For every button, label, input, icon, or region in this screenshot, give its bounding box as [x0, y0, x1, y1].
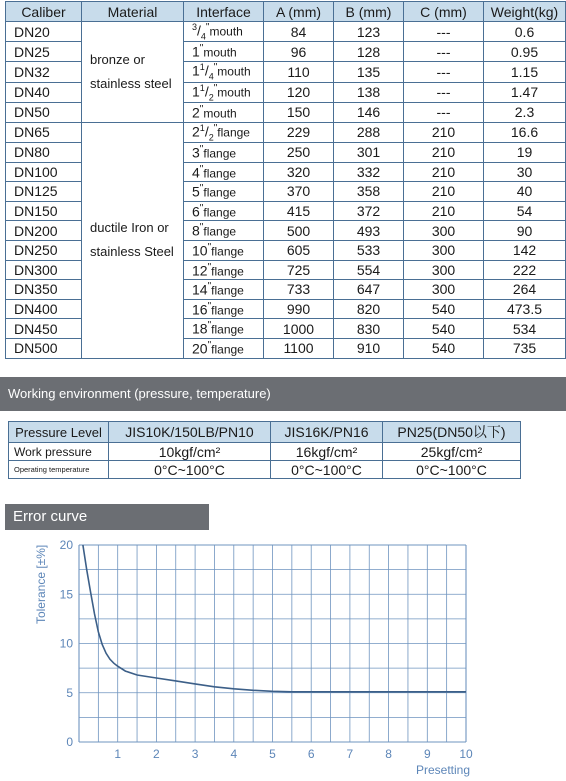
x-axis-label: Presetting — [415, 763, 470, 777]
caliber-cell: DN500 — [6, 338, 82, 358]
header-interface: Interface — [184, 2, 264, 22]
interface-fraction-numerator: 1 — [199, 122, 205, 133]
inch-mark: " — [199, 222, 204, 234]
interface-size: 8 — [192, 223, 200, 239]
x-tick-label: 3 — [191, 747, 199, 761]
interface-size: 20 — [192, 340, 208, 357]
interface-type: flange — [211, 244, 244, 259]
interface-cell — [184, 338, 264, 358]
weight-cell: 90 — [484, 221, 566, 241]
operating-temperature-value: 0°C~100°C — [383, 461, 521, 479]
interface-type: flange — [203, 146, 237, 161]
interface-type: flange — [217, 125, 250, 140]
header-caliber: Caliber — [6, 2, 82, 22]
c-mm-cell: 210 — [404, 201, 484, 221]
weight-cell: 1.15 — [484, 62, 566, 82]
operating-temperature-row — [9, 461, 521, 479]
interface-cell — [184, 82, 264, 102]
interface-size: 12 — [192, 262, 208, 279]
material-line: stainless steel — [90, 75, 172, 91]
a-mm-cell: 990 — [264, 299, 334, 319]
x-tick-label: 1 — [114, 747, 122, 761]
interface-cell — [184, 162, 264, 182]
interface-cell — [184, 143, 264, 163]
b-mm-cell: 820 — [334, 299, 404, 319]
y-tick-label: 5 — [66, 685, 73, 700]
pressure-level-label: Pressure Level — [9, 422, 109, 443]
fraction-slash: / — [204, 62, 209, 79]
header-a-mm: A (mm) — [264, 2, 334, 22]
inch-mark: " — [199, 163, 204, 175]
material-cell — [82, 22, 184, 123]
b-mm-cell: 493 — [334, 221, 404, 241]
a-mm-cell: 96 — [264, 42, 334, 62]
a-mm-cell: 84 — [264, 22, 334, 42]
c-mm-cell: --- — [404, 42, 484, 62]
material-cell — [82, 122, 184, 358]
inch-mark: " — [205, 22, 210, 33]
interface-size: 4 — [192, 164, 200, 181]
caliber-cell: DN65 — [6, 122, 82, 142]
weight-cell: 19 — [484, 143, 566, 163]
x-tick-label: 2 — [153, 747, 160, 761]
interface-cell — [184, 319, 264, 339]
b-mm-cell: 647 — [334, 280, 404, 300]
b-mm-cell: 135 — [334, 62, 404, 82]
interface-cell — [184, 42, 264, 62]
a-mm-cell: 725 — [264, 260, 334, 280]
a-mm-cell: 1000 — [264, 319, 334, 339]
caliber-cell: DN80 — [6, 143, 82, 163]
weight-cell: 54 — [484, 201, 566, 221]
a-mm-cell: 733 — [264, 280, 334, 300]
a-mm-cell: 370 — [264, 182, 334, 202]
b-mm-cell: 910 — [334, 338, 404, 358]
caliber-cell: DN20 — [6, 22, 82, 42]
c-mm-cell: 300 — [404, 280, 484, 300]
a-mm-cell: 1100 — [264, 338, 334, 358]
fraction-slash: / — [204, 83, 209, 100]
weight-cell: 142 — [484, 240, 566, 260]
caliber-cell: DN450 — [6, 319, 82, 339]
spec-row — [6, 122, 566, 142]
y-tick-label: 15 — [59, 587, 73, 602]
x-tick-label: 9 — [423, 747, 431, 761]
material-line: bronze or — [90, 51, 145, 67]
interface-type: flange — [203, 205, 237, 220]
interface-type: flange — [203, 185, 237, 200]
a-mm-cell: 229 — [264, 122, 334, 142]
pressure-header-row — [9, 422, 521, 443]
interface-fraction-numerator: 1 — [199, 62, 205, 73]
caliber-cell: DN32 — [6, 62, 82, 82]
interface-type: flange — [211, 322, 244, 337]
interface-size: 1 — [192, 62, 200, 79]
operating-temperature-value: 0°C~100°C — [271, 461, 383, 479]
work-pressure-value: 25kgf/cm² — [383, 443, 521, 461]
weight-cell: 16.6 — [484, 122, 566, 142]
specification-table — [5, 1, 566, 359]
a-mm-cell: 150 — [264, 102, 334, 122]
interface-cell — [184, 62, 264, 82]
interface-cell — [184, 182, 264, 202]
c-mm-cell: 210 — [404, 162, 484, 182]
operating-temperature-value: 0°C~100°C — [109, 461, 271, 479]
caliber-cell: DN200 — [6, 221, 82, 241]
material-line: stainless Steel — [90, 244, 174, 260]
weight-cell: 264 — [484, 280, 566, 300]
operating-temperature-label: Operating temperature — [9, 461, 109, 479]
pressure-table — [8, 421, 521, 479]
b-mm-cell: 358 — [334, 182, 404, 202]
interface-type: flange — [211, 303, 244, 318]
inch-mark: " — [199, 202, 204, 214]
interface-type: mouth — [203, 46, 237, 61]
work-pressure-row — [9, 443, 521, 461]
interface-size: 14 — [192, 281, 208, 298]
c-mm-cell: 300 — [404, 260, 484, 280]
c-mm-cell: --- — [404, 62, 484, 82]
interface-type: mouth — [209, 24, 243, 39]
weight-cell: 30 — [484, 162, 566, 182]
y-tick-label: 0 — [66, 735, 73, 749]
c-mm-cell: 300 — [404, 221, 484, 241]
weight-cell: 735 — [484, 338, 566, 358]
caliber-cell: DN50 — [6, 102, 82, 122]
weight-cell: 2.3 — [484, 102, 566, 122]
inch-mark: " — [207, 320, 212, 332]
b-mm-cell: 554 — [334, 260, 404, 280]
c-mm-cell: 300 — [404, 240, 484, 260]
x-tick-label: 7 — [346, 747, 354, 761]
interface-size: 10 — [192, 242, 208, 259]
weight-cell: 222 — [484, 260, 566, 280]
header-weight: Weight(kg) — [484, 2, 566, 22]
interface-cell — [184, 102, 264, 122]
x-tick-label: 4 — [230, 747, 238, 761]
interface-fraction-denominator: 4 — [200, 31, 206, 42]
x-tick-label: 8 — [385, 747, 392, 761]
interface-fraction-numerator: 3 — [192, 22, 198, 32]
fraction-slash: / — [197, 22, 201, 39]
header-c-mm: C (mm) — [404, 2, 484, 22]
caliber-cell: DN40 — [6, 82, 82, 102]
b-mm-cell: 372 — [334, 201, 404, 221]
interface-size: 1 — [192, 44, 200, 61]
inch-mark: " — [207, 261, 212, 273]
interface-type: flange — [203, 225, 237, 239]
work-pressure-value: 10kgf/cm² — [109, 443, 271, 461]
interface-fraction-denominator: 2 — [208, 91, 214, 102]
pressure-col-pn25: PN25(DN50以下) — [383, 422, 521, 443]
caliber-cell: DN350 — [6, 280, 82, 300]
c-mm-cell: --- — [404, 102, 484, 122]
interface-type: flange — [211, 264, 244, 279]
a-mm-cell: 250 — [264, 143, 334, 163]
inch-mark: " — [213, 122, 218, 134]
header-material: Material — [82, 2, 184, 22]
interface-fraction-denominator: 4 — [208, 71, 214, 82]
working-environment-heading: Working environment (pressure, temperature) — [0, 377, 566, 411]
y-tick-label: 20 — [59, 538, 73, 552]
inch-mark: " — [199, 143, 204, 155]
inch-mark: " — [199, 103, 204, 115]
inch-mark: " — [199, 43, 204, 55]
b-mm-cell: 128 — [334, 42, 404, 62]
interface-fraction-numerator: 1 — [199, 82, 205, 93]
a-mm-cell: 110 — [264, 62, 334, 82]
c-mm-cell: --- — [404, 82, 484, 102]
inch-mark: " — [199, 183, 204, 195]
interface-size: 3 — [192, 144, 200, 161]
interface-cell — [184, 201, 264, 221]
interface-size: 16 — [192, 301, 208, 318]
fraction-slash: / — [204, 123, 209, 140]
b-mm-cell: 533 — [334, 240, 404, 260]
interface-cell — [184, 299, 264, 319]
interface-size: 5 — [192, 183, 200, 200]
weight-cell: 1.47 — [484, 82, 566, 102]
inch-mark: " — [207, 339, 212, 351]
weight-cell: 0.95 — [484, 42, 566, 62]
inch-mark: " — [207, 281, 212, 293]
y-tick-label: 10 — [59, 636, 73, 651]
caliber-cell: DN150 — [6, 201, 82, 221]
caliber-cell: DN300 — [6, 260, 82, 280]
interface-size: 1 — [192, 83, 200, 100]
pressure-col-jis10k: JIS10K/150LB/PN10 — [109, 422, 271, 443]
b-mm-cell: 288 — [334, 122, 404, 142]
interface-type: flange — [211, 342, 244, 357]
error-curve-heading: Error curve — [5, 504, 209, 530]
caliber-cell: DN100 — [6, 162, 82, 182]
x-tick-label: 5 — [269, 747, 276, 761]
header-b-mm: B (mm) — [334, 2, 404, 22]
spec-header-row — [6, 2, 566, 22]
interface-type: mouth — [217, 64, 251, 79]
weight-cell: 40 — [484, 182, 566, 202]
x-tick-label: 6 — [307, 747, 315, 761]
c-mm-cell: 210 — [404, 182, 484, 202]
caliber-cell: DN125 — [6, 182, 82, 202]
c-mm-cell: --- — [404, 22, 484, 42]
b-mm-cell: 301 — [334, 143, 404, 163]
a-mm-cell: 500 — [264, 221, 334, 241]
interface-size: 18 — [192, 320, 208, 337]
interface-type: flange — [211, 283, 244, 298]
spec-row — [6, 22, 566, 42]
interface-cell — [184, 22, 264, 42]
c-mm-cell: 540 — [404, 299, 484, 319]
inch-mark: " — [207, 241, 212, 253]
interface-type: flange — [203, 166, 237, 181]
work-pressure-label: Work pressure — [9, 443, 109, 461]
interface-size: 2 — [192, 104, 200, 121]
interface-type: mouth — [203, 106, 237, 121]
work-pressure-value: 16kgf/cm² — [271, 443, 383, 461]
a-mm-cell: 120 — [264, 82, 334, 102]
interface-cell — [184, 122, 264, 142]
b-mm-cell: 830 — [334, 319, 404, 339]
interface-fraction-denominator: 2 — [208, 132, 214, 142]
b-mm-cell: 146 — [334, 102, 404, 122]
interface-cell — [184, 240, 264, 260]
weight-cell: 534 — [484, 319, 566, 339]
caliber-cell: DN25 — [6, 42, 82, 62]
c-mm-cell: 540 — [404, 338, 484, 358]
interface-cell — [184, 280, 264, 300]
y-axis-label: Tolerance [±%] — [34, 544, 48, 625]
inch-mark: " — [207, 300, 212, 312]
weight-cell: 473.5 — [484, 299, 566, 319]
error-curve-chart — [0, 532, 566, 781]
interface-cell — [184, 221, 264, 241]
interface-cell — [184, 260, 264, 280]
x-tick-label: 10 — [459, 747, 473, 761]
a-mm-cell: 320 — [264, 162, 334, 182]
caliber-cell: DN250 — [6, 240, 82, 260]
interface-size: 2 — [192, 123, 200, 140]
a-mm-cell: 605 — [264, 240, 334, 260]
caliber-cell: DN400 — [6, 299, 82, 319]
pressure-col-jis16k: JIS16K/PN16 — [271, 422, 383, 443]
interface-type: mouth — [217, 85, 251, 100]
interface-size: 6 — [192, 203, 200, 220]
c-mm-cell: 210 — [404, 143, 484, 163]
b-mm-cell: 138 — [334, 82, 404, 102]
inch-mark: " — [213, 62, 218, 74]
a-mm-cell: 415 — [264, 201, 334, 221]
b-mm-cell: 332 — [334, 162, 404, 182]
inch-mark: " — [213, 82, 218, 94]
weight-cell: 0.6 — [484, 22, 566, 42]
c-mm-cell: 210 — [404, 122, 484, 142]
c-mm-cell: 540 — [404, 319, 484, 339]
spec-body — [6, 22, 566, 359]
error-curve-line — [83, 545, 466, 692]
b-mm-cell: 123 — [334, 22, 404, 42]
material-line: ductile Iron or — [90, 220, 169, 236]
